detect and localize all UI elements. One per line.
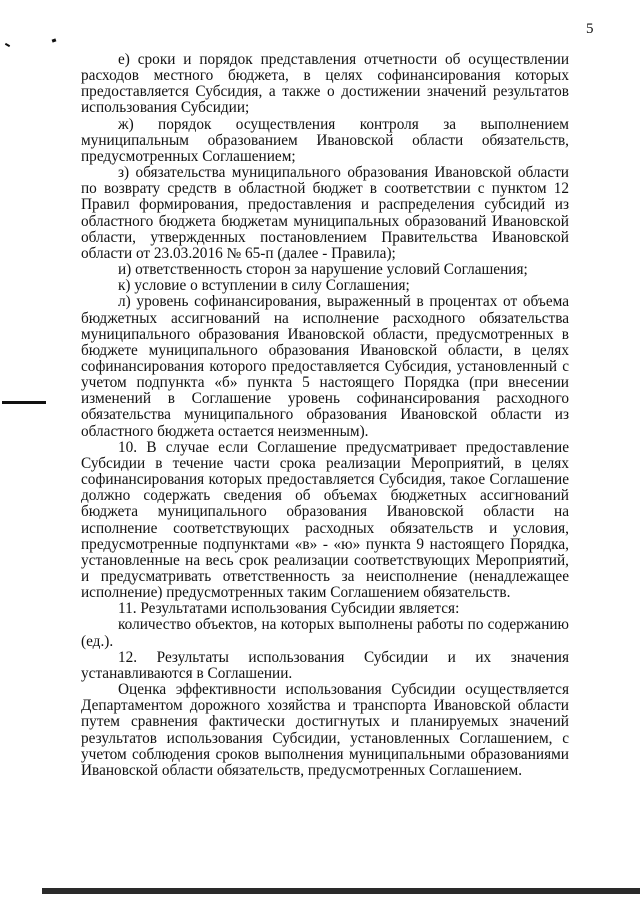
document-body [81,52,569,779]
paragraph-l: л) уровень софинансирования, выраженный в процентах от объема бюджетных ассигнований на исполнение расходного обязательства муниципального образования Ивановской области, предусмотренных в бюджете муниципального образования Ивановской области, в целях софинансирования которого предоставляется Субсидия, установленный с учетом подпункта «б» пункта 5 настоящего Порядка (при внесении изменений в Соглашение уровень софинансирования расходного обязательства муниципального образования Ивановской области из областного бюджета остается неизменным). [81,293,569,440]
paragraph-z: з) обязательства муниципального образования Ивановской области по возврату средств в областной бюджет в соответствии с пунктом 12 Правил формирования, предоставления и распределения субсидий из областного бюджета бюджетам муниципальных образований Ивановской области, утвержденных постановлением Правительства Ивановской области от 23.03.2016 № 65-п (далее - Правила); [81,164,569,262]
paragraph-e: е) сроки и порядок представления отчетности об осуществлении расходов местного бюджета, в целях софинансирования которых предоставляется Субсидия, а также о достижении значений результатов использования Субсидии; [81,51,569,117]
bottom-rule [42,888,640,894]
paragraph-12: 12. Результаты использования Субсидии и их значения устанавливаются в Соглашении. [81,648,569,682]
scan-mark [52,38,57,42]
paragraph-11: 11. Результатами использования Субсидии является: [118,600,460,618]
paragraph-zh: ж) порядок осуществления контроля за выполнением муниципальным образованием Ивановской области обязательств, предусмотренных Соглашением; [81,115,569,165]
scan-mark [5,43,10,47]
paragraph-i: и) ответственность сторон за нарушение условий Соглашения; [118,261,528,279]
paragraph-10: 10. В случае если Соглашение предусматривает предоставление Субсидии в течение части срока реализации Мероприятий, в целях софинансирования которых предоставляется Субсидия, такое Соглашение должно содержать сведения об объемах бюджетных ассигнований бюджета муниципального образования Ивановской области на исполнение соответствующих расходных обязательств и условия, предусмотренные подпунктами «в» - «ю» пункта 9 настоящего Порядка, установленные на весь срок реализации соответствующих Мероприятий, и предусматривать ответственность за неисполнение (ненадлежащее исполнение) предусмотренных таким Соглашением обязательств. [81,438,569,602]
paragraph-k: к) условие о вступлении в силу Соглашения; [118,277,410,295]
paragraph-11-item: количество объектов, на которых выполнены работы по содержанию (ед.). [81,616,569,650]
margin-rule [2,401,46,404]
paragraph-evaluation: Оценка эффективности использования Субсидии осуществляется Департаментом дорожного хозяйства и транспорта Ивановской области путем сравнения фактически достигнутых и планируемых значений результатов использования Субсидии, установленных Соглашением, с учетом соблюдения сроков выполнения муниципальными образованиями Ивановской области обязательств, предусмотренных Соглашением. [81,681,569,779]
page-number: 5 [586,21,594,37]
